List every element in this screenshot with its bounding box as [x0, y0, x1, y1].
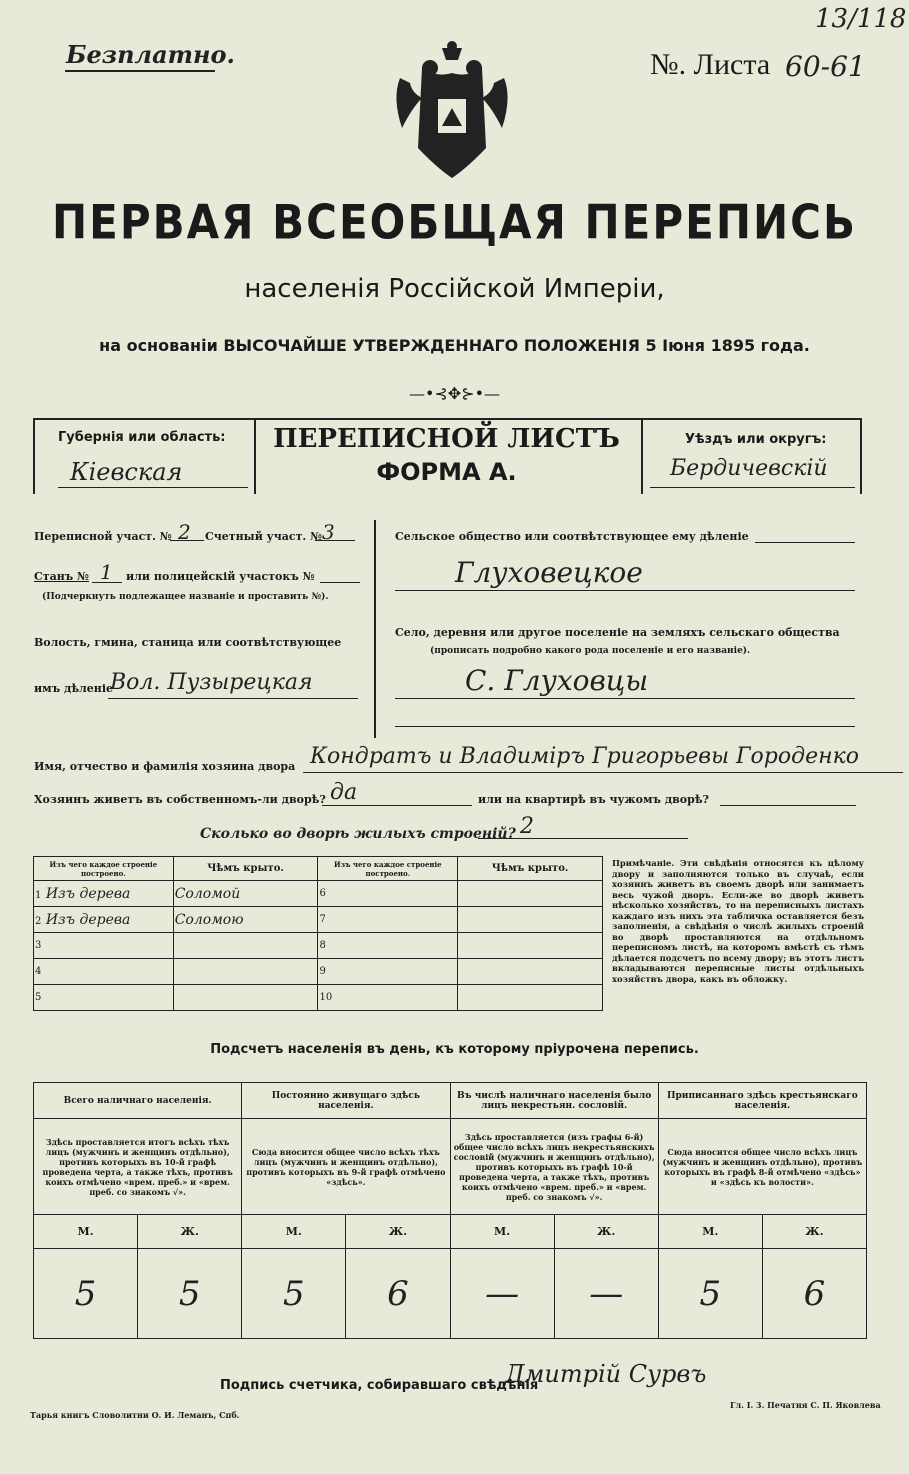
basis-line: на основаніи ВЫСОЧАЙШЕ УТВЕРЖДЕННАГО ПОЛОЖЕНІЯ 5 Іюня 1895 года.: [99, 336, 810, 355]
underline-note: (Подчеркнуть подлежащее названіе и проставить №).: [42, 592, 329, 602]
village-value: С. Глуховцы: [465, 664, 649, 697]
group-3-title: Въ числѣ наличнаго населенія было лицъ некрестьян. сословій.: [450, 1083, 658, 1119]
male-header: М.: [658, 1215, 762, 1249]
page-subtitle: населенія Россійской Имперіи,: [244, 274, 665, 304]
footer-left: Тарья книгъ Словолитни О. И. Леманъ, Спб.: [30, 1410, 240, 1420]
owner-name-line: [303, 772, 903, 773]
female-header: Ж.: [762, 1215, 866, 1249]
stan-value: 1: [100, 560, 113, 584]
province-value: Кіевская: [70, 458, 183, 486]
note-text: Примѣчаніе. Эти свѣдѣнія относятся къ цѣлому двору и заполняются только въ случаѣ, если хозяинъ живетъ въ своемъ дворѣ или занимаетъ весь чужой дворъ. Если-же во дворѣ живетъ нѣсколько хозяйствъ, то на переписныхъ листахъ каждаго изъ нихъ эта табличка оставляется безъ заполненія, а свѣдѣнія о числѣ жилыхъ строеній во дворѣ проставляются на отдѣльномъ переписномъ листѣ, на которомъ вмѣстѣ съ тѣмъ дѣлается подсчетъ по всему двору; въ этотъ листъ вкладываются переписные листы отдѣльныхъ хозяйствъ двора, какъ въ обложку.: [612, 858, 864, 984]
district-label: Уѣздъ или округъ:: [685, 432, 827, 447]
count-value: 5: [138, 1249, 242, 1339]
society-value: Глуховецкое: [455, 556, 643, 589]
female-header: Ж.: [346, 1215, 450, 1249]
volost-line: [108, 698, 358, 699]
count-value: 6: [346, 1249, 450, 1339]
district-value: Бердичевскій: [670, 456, 828, 481]
group-3-desc: Здѣсь проставляется (изъ графы 6-й) общее число всѣхъ лицъ некрестьянскихъ сословій (мужчинъ и женщинъ отдѣльно), противъ которыхъ въ графѣ 10-й проведена черта, а также тѣхъ, противъ коихъ отмѣчено «врем. преб.» и «врем. преб. со знакомъ √».: [450, 1119, 658, 1215]
buildings-line: [478, 838, 688, 839]
province-label: Губернія или область:: [58, 430, 226, 445]
count-area-value: 3: [322, 520, 335, 544]
village-note: (прописать подробно какого рода поселеніе и его названіе).: [430, 646, 751, 656]
free-underline: [65, 70, 215, 72]
page-title: ПЕРВАЯ ВСЕОБЩАЯ ПЕРЕПИСЬ: [52, 195, 857, 250]
male-header: М.: [34, 1215, 138, 1249]
rent-label: или на квартирѣ въ чужомъ дворѣ?: [478, 793, 709, 806]
census-area-value: 2: [178, 520, 191, 544]
police-label: или полицейскій участокъ №: [126, 570, 315, 583]
group-4-desc: Сюда вносится общее число всѣхъ лицъ (мужчинъ и женщинъ отдѣльно), противъ которыхъ въ графѣ 8-й отмѣчено «здѣсь» и «здѣсь къ волости».: [658, 1119, 866, 1215]
rent-line: [720, 805, 856, 806]
count-value: —: [450, 1249, 554, 1339]
count-value: 5: [242, 1249, 346, 1339]
stan-label: Станъ №: [34, 570, 89, 583]
form-subtitle: ФОРМА А.: [376, 458, 517, 486]
district-line: [650, 487, 855, 488]
society-line-1: [755, 542, 855, 543]
footer-right: Гл. I. 3. Печатня С. П. Яковлева: [730, 1400, 881, 1410]
col-material-header: Изъ чего каждое строеніе построено.: [34, 857, 174, 881]
sheet-number-label: №. Листа: [650, 48, 771, 81]
stan-line: [92, 582, 122, 583]
form-title: ПЕРЕПИСНОЙ ЛИСТЪ: [273, 424, 620, 454]
volost-label: Волость, гмина, станица или соотвѣтствующее: [34, 636, 342, 649]
count-area-line: [315, 540, 355, 541]
group-2-desc: Сюда вносится общее число всѣхъ тѣхъ лицъ (мужчинъ и женщинъ отдѣльно), противъ которыхъ въ 9-й графѣ отмѣчено «здѣсь».: [242, 1119, 450, 1215]
group-2-title: Постоянно живущаго здѣсь населенія.: [242, 1083, 450, 1119]
census-area-label: Переписной участ. №: [34, 530, 172, 543]
owner-name-value: Кондратъ и Владиміръ Григорьевы Городенко: [310, 744, 859, 769]
col-material-header-2: Изъ чего каждое строеніе построено.: [318, 857, 458, 881]
free-label: Безплатно.: [66, 40, 235, 69]
female-header: Ж.: [138, 1215, 242, 1249]
male-header: М.: [242, 1215, 346, 1249]
count-value: 5: [34, 1249, 138, 1339]
owner-name-label: Имя, отчество и фамилія хозяина двора: [34, 760, 296, 773]
province-line: [58, 487, 248, 488]
table-row: 1 Изъ дерева Соломой 6: [34, 881, 603, 907]
village-line-1: [395, 698, 855, 699]
own-yard-line: [322, 805, 472, 806]
own-yard-value: да: [330, 780, 358, 805]
corner-note: 13/118: [815, 4, 907, 34]
col-roof-header: Чѣмъ крыто.: [173, 857, 318, 881]
police-line: [320, 582, 360, 583]
count-title: Подсчетъ населенія въ день, къ которому пріурочена перепись.: [210, 1042, 699, 1057]
table-row: 2 Изъ дерева Соломою 7: [34, 907, 603, 933]
table-row: 3 8: [34, 933, 603, 959]
group-4-title: Приписаннаго здѣсь крестьянскаго населенія.: [658, 1083, 866, 1119]
buildings-value: 2: [520, 814, 534, 839]
ornament: —•⊰✥⊱•—: [408, 384, 501, 403]
sheet-number-value: 60-61: [785, 50, 866, 83]
buildings-table: [33, 856, 603, 1011]
society-label: Сельское общество или соотвѣтствующее ему дѣленіе: [395, 530, 749, 543]
buildings-label: Сколько во дворѣ жилыхъ строеній?: [200, 826, 516, 842]
census-area-line: [170, 540, 204, 541]
group-1-title: Всего наличнаго населенія.: [34, 1083, 242, 1119]
table-row: 4 9: [34, 959, 603, 985]
volost-value: Вол. Пузырецкая: [110, 670, 313, 695]
count-value: 5: [658, 1249, 762, 1339]
count-table: [33, 1082, 867, 1339]
male-header: М.: [450, 1215, 554, 1249]
group-1-desc: Здѣсь проставляется итогъ всѣхъ тѣхъ лицъ (мужчинъ и женщинъ отдѣльно), противъ которыхъ въ 10-й графѣ проведена черта, а также тѣхъ, противъ коихъ отмѣчено «врем. преб.» и «врем. преб. со знакомъ √».: [34, 1119, 242, 1215]
count-value: —: [554, 1249, 658, 1339]
table-row: 5 10: [34, 985, 603, 1011]
count-area-label: Счетный участ. №: [205, 530, 323, 543]
society-line-2: [395, 590, 855, 591]
count-value: 6: [762, 1249, 866, 1339]
double-headed-eagle-emblem: [382, 38, 522, 188]
volost-label-2: имъ дѣленіе: [34, 682, 114, 695]
village-label: Село, деревня или другое поселеніе на земляхъ сельскаго общества: [395, 626, 840, 639]
column-divider: [374, 520, 376, 738]
own-yard-label: Хозяинъ живетъ въ собственномъ-ли дворѣ?: [34, 793, 326, 806]
signature-value: Дмитрій Сурвъ: [505, 1360, 707, 1388]
signature-label: Подпись счетчика, собиравшаго свѣдѣнія: [220, 1378, 539, 1393]
col-roof-header-2: Чѣмъ крыто.: [458, 857, 603, 881]
village-line-2: [395, 726, 855, 727]
female-header: Ж.: [554, 1215, 658, 1249]
